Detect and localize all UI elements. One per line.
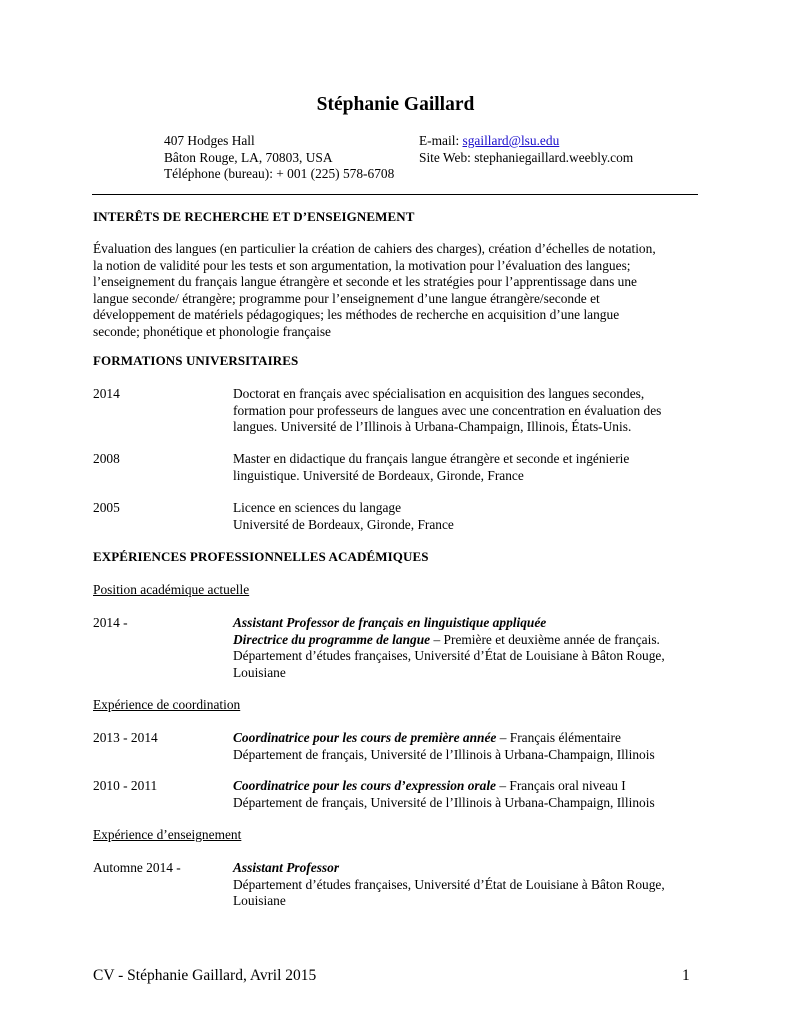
education-line: formation pour professeurs de langues avec une concentration en évaluation des <box>233 402 662 418</box>
cv-name: Stéphanie Gaillard <box>316 94 475 115</box>
coordination-line: Département de français, Université de l’Illinois à Urbana-Champaign, Illinois <box>233 794 655 810</box>
education-description <box>233 386 705 436</box>
coordination-title: Coordinatrice pour les cours d’expression orale <box>233 778 496 793</box>
research-line: la notion de validité pour les tests et son argumentation, la motivation pour l’évaluation des langues; <box>93 257 631 273</box>
current-position-title: Assistant Professor de français en linguistique appliquée <box>233 615 547 630</box>
coordination-description <box>233 730 705 763</box>
education-heading: FORMATIONS UNIVERSITAIRES <box>93 353 299 368</box>
current-position-role-line <box>233 632 705 649</box>
current-position-description <box>233 615 705 681</box>
address-line-2: Bâton Rouge, LA, 70803, USA <box>164 149 333 165</box>
coordination-date: 2013 - 2014 <box>93 730 158 745</box>
website-line: Site Web: stephaniegaillard.weebly.com <box>419 149 634 165</box>
phone-number: Téléphone (bureau): + 001 (225) 578-6708 <box>164 166 395 181</box>
education-line: Doctorat en français avec spécialisation en acquisition des langues secondes, <box>233 386 645 401</box>
education-line: Licence en sciences du langage <box>233 500 402 515</box>
teaching-date: Automne 2014 - <box>93 860 181 875</box>
page-number: 1 <box>682 967 690 984</box>
education-description <box>233 451 705 484</box>
email-label: E-mail: <box>419 133 463 148</box>
education-date: 2008 <box>93 451 120 466</box>
coordination-subheading: Expérience de coordination <box>93 697 241 712</box>
research-line: seconde; phonétique et phonologie française <box>93 323 331 339</box>
education-date: 2014 <box>93 386 120 401</box>
coordination-line: Département de français, Université de l’Illinois à Urbana-Champaign, Illinois <box>233 746 655 762</box>
teaching-subheading: Expérience d’enseignement <box>93 827 242 842</box>
education-line: Master en didactique du français langue étrangère et seconde et ingénierie <box>233 451 630 466</box>
current-position-line: Département d’études françaises, Université d’État de Louisiane à Bâton Rouge, <box>233 648 665 663</box>
research-line: langue seconde/ étrangère; programme pour l’enseignement d’une langue étrangère/seconde et <box>93 290 600 306</box>
email-line <box>419 133 633 150</box>
current-position-date: 2014 - <box>93 615 128 630</box>
coordination-detail: – Français oral niveau I <box>496 778 626 793</box>
current-position-subheading: Position académique actuelle <box>93 582 250 597</box>
contact-online-block <box>419 133 633 166</box>
teaching-description <box>233 860 705 910</box>
research-line: Évaluation des langues (en particulier la création de cahiers des charges), création d’échelles de notation, <box>93 241 656 256</box>
coordination-detail: – Français élémentaire <box>496 730 621 745</box>
research-heading: INTERÊTS DE RECHERCHE ET D’ENSEIGNEMENT <box>93 209 415 224</box>
teaching-line: Département d’études françaises, Université d’État de Louisiane à Bâton Rouge, <box>233 876 665 892</box>
research-line: développement de matériels pédagogiques; les méthodes de recherche en acquisition d’une langue <box>93 307 620 322</box>
current-position-line: Louisiane <box>233 664 286 680</box>
coordination-title-line <box>233 730 705 747</box>
education-line: langues. Université de l’Illinois à Urbana-Champaign, Illinois, États-Unis. <box>233 419 632 434</box>
research-line: l’enseignement du français langue étrangère et seconde et les stratégies pour l’apprentissage dans une <box>93 274 637 289</box>
header-divider <box>92 194 698 195</box>
coordination-title-line <box>233 778 705 795</box>
email-link[interactable]: sgaillard@lsu.edu <box>462 133 560 148</box>
coordination-date: 2010 - 2011 <box>93 778 158 793</box>
education-line: linguistique. Université de Bordeaux, Gironde, France <box>233 467 524 483</box>
footer-caption: CV - Stéphanie Gaillard, Avril 2015 <box>93 967 317 984</box>
experience-heading: EXPÉRIENCES PROFESSIONNELLES ACADÉMIQUES <box>93 549 429 564</box>
coordination-description <box>233 778 705 811</box>
education-line: Université de Bordeaux, Gironde, France <box>233 516 454 532</box>
contact-address-block <box>164 133 394 183</box>
coordination-title: Coordinatrice pour les cours de première année <box>233 730 497 745</box>
research-paragraph <box>93 241 705 340</box>
current-position-role-detail: – Première et deuxième année de français. <box>430 631 660 647</box>
current-position-role: Directrice du programme de langue <box>233 631 431 647</box>
address-line-1: 407 Hodges Hall <box>164 133 255 148</box>
teaching-line: Louisiane <box>233 893 286 908</box>
education-description <box>233 500 705 533</box>
education-date: 2005 <box>93 500 120 515</box>
teaching-title: Assistant Professor <box>233 860 340 875</box>
